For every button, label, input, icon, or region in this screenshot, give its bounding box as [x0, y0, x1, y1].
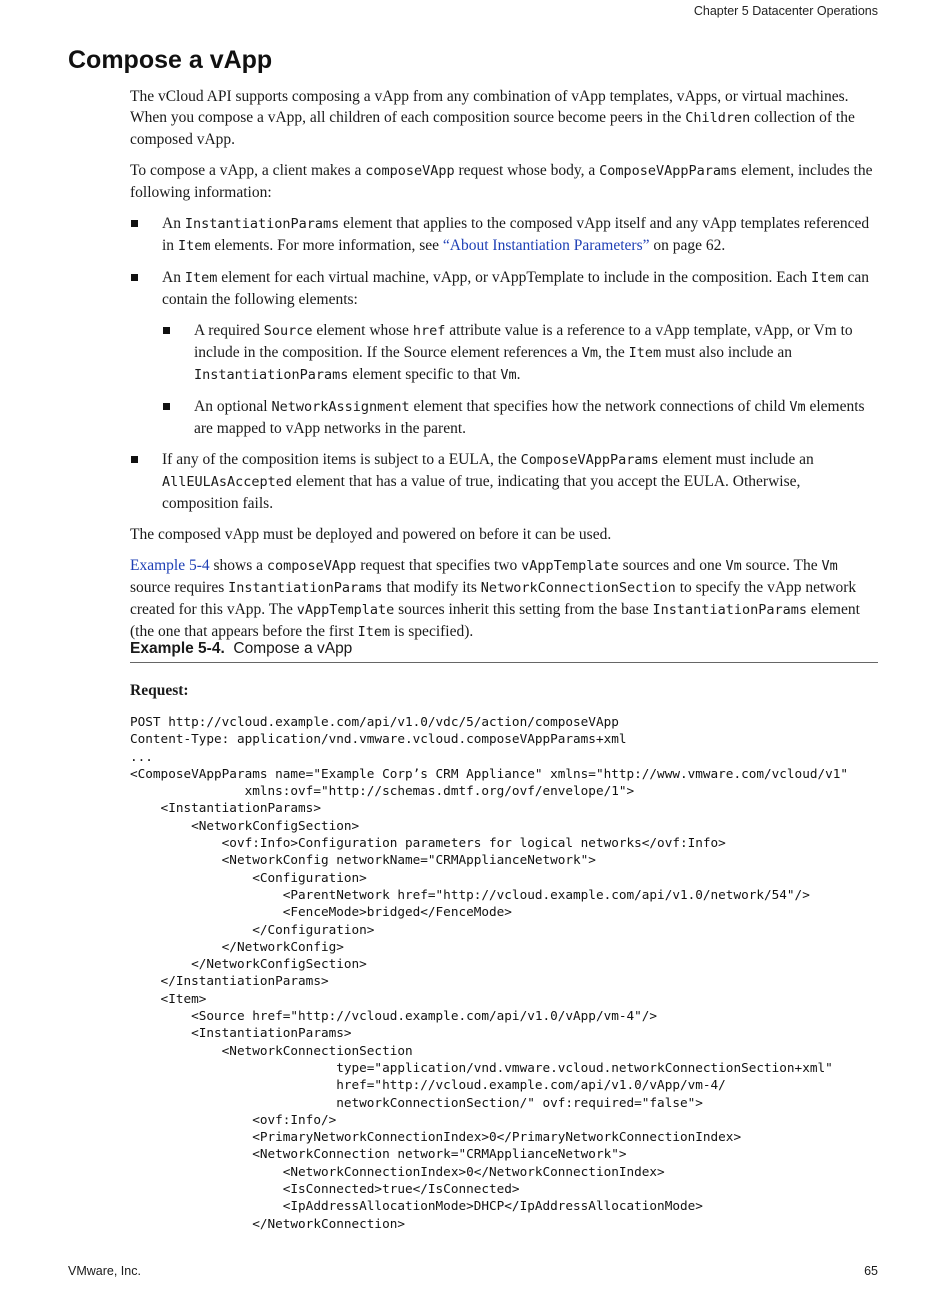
body-text [130, 86, 878, 653]
code-term: composeVApp [266, 558, 357, 574]
text-run: elements. For more information, see [210, 237, 443, 254]
list-item-eula [130, 449, 878, 514]
code-term: InstantiationParams [228, 580, 383, 596]
code-term: Vm [581, 345, 599, 361]
code-term: Item [357, 624, 391, 640]
text-run: element for each virtual machine, vApp, or vAppTemplate to include in the composition. Each [217, 269, 812, 286]
compose-request-paragraph [130, 160, 878, 203]
code-term: Source [263, 323, 313, 339]
example-intro-paragraph [130, 555, 878, 643]
code-term: InstantiationParams [184, 216, 340, 232]
section-title: Compose a vApp [68, 46, 273, 74]
code-term: InstantiationParams [194, 367, 349, 383]
code-term: Vm [500, 367, 517, 383]
text-run: element, includes the following information: [130, 162, 873, 201]
code-term: Item [184, 270, 218, 286]
text-run: , the [598, 344, 629, 361]
code-term: Item [811, 270, 844, 286]
example-title: Compose a vApp [233, 640, 353, 657]
code-term: Item [628, 345, 662, 361]
text-run: . [516, 366, 521, 383]
example-label: Example 5-4. [130, 640, 225, 657]
text-run: elements are mapped to vApp networks in the parent. [194, 398, 865, 437]
text-run: An [162, 215, 185, 232]
footer-company: VMware, Inc. [68, 1264, 141, 1278]
request-heading: Request: [130, 682, 189, 699]
text-run: sources and one [618, 557, 726, 574]
text-run: source. The [741, 557, 822, 574]
code-term: NetworkConnectionSection [480, 580, 676, 596]
item-sub-list [162, 320, 878, 439]
deploy-note-paragraph: The composed vApp must be deployed and powered on before it can be used. [130, 526, 612, 543]
code-term: vAppTemplate [296, 602, 395, 618]
code-listing: POST http://vcloud.example.com/api/v1.0/vdc/5/action/composeVApp Content-Type: application/vnd.vmware.vcloud.composeVAppParams+xml ... <ComposeVAppParams name="Example Corp’s CRM Appliance" xmlns="http://www.vmware.com/vcloud/v1" xmlns:ovf="http://schemas.dmtf.org/ovf/envelope/1"> <InstantiationParams> <NetworkConfigSection> <ovf:Info>Configuration parameters for logical networks</ovf:Info> <NetworkConfig networkName="CRMApplianceNetwork"> <Configuration> <ParentNetwork href="http://vcloud.example.com/api/v1.0/network/54"/> <FenceMode>bridged</FenceMode> </Configuration> </NetworkConfig> </NetworkConfigSection> </InstantiationParams> <Item> <Source href="http://vcloud.example.com/api/v1.0/vApp/vm-4"/> <InstantiationParams> <NetworkConnectionSection type="application/vnd.vmware.vcloud.networkConnectionSection+xml" href="http://vcloud.example.com/api/v1.0/vApp/vm-4/ networkConnectionSection/" ovf:required="false"> <ovf:Info/> <PrimaryNetworkConnectionIndex>0</PrimaryNetworkConnectionIndex> <NetworkConnection network="CRMApplianceNetwork"> <NetworkConnectionIndex>0</NetworkConnectionIndex> <IsConnected>true</IsConnected> <IpAddressAllocationMode>DHCP</IpAddressAllocationMode> </NetworkConnection> [130, 714, 849, 1231]
text-run: If any of the composition items is subject to a EULA, the [162, 451, 521, 468]
text-run: element whose [312, 322, 413, 339]
code-term: Children [685, 110, 751, 126]
instantiation-params-link[interactable]: “About Instantiation Parameters” [442, 237, 650, 254]
text-run: shows a [209, 557, 267, 574]
text-run: sources inherit this setting from the base [394, 601, 653, 618]
list-item-instantiation-params [130, 213, 878, 257]
text-run: element must include an [658, 451, 814, 468]
intro-paragraph [130, 86, 878, 150]
text-run: is specified). [390, 623, 474, 640]
example-link[interactable]: Example 5-4 [130, 557, 210, 574]
requirements-list [130, 213, 878, 514]
code-term: Vm [725, 558, 742, 574]
code-term: composeVApp [365, 163, 455, 179]
code-term: vAppTemplate [521, 558, 619, 574]
text-run: attribute value is a reference to a vApp template, vApp, or Vm to include in the composition. If the Source element references a [194, 322, 853, 361]
text-run: element that specifies how the network connections of child [409, 398, 790, 415]
text-run: An optional [194, 398, 272, 415]
code-term: Vm [821, 558, 838, 574]
code-term: ComposeVAppParams [599, 163, 738, 179]
code-term: href [412, 323, 446, 339]
text-run: element (the one that appears before the first [130, 601, 860, 640]
text-run: on page 62. [649, 237, 726, 254]
code-term: ComposeVAppParams [520, 452, 659, 468]
example-caption [130, 640, 878, 663]
running-header: Chapter 5 Datacenter Operations [693, 4, 878, 18]
page-number: 65 [864, 1264, 878, 1278]
list-item-network-assignment [162, 396, 878, 439]
text-run: that modify its [382, 579, 481, 596]
text-run: The vCloud API supports composing a vApp from any combination of vApp templates, vApps, or virtual machines. When you compose a vApp, all children of each composition source become peers in the [130, 88, 849, 126]
code-term: AllEULAsAccepted [162, 474, 293, 490]
text-run: collection of the composed vApp. [130, 109, 855, 148]
code-term: NetworkAssignment [271, 399, 410, 415]
list-item-item-element [130, 267, 878, 439]
text-run: element specific to that [348, 366, 501, 383]
text-run: element that has a value of true, indicating that you accept the EULA. Otherwise, composition fails. [162, 473, 801, 512]
text-run: request whose body, a [454, 162, 600, 179]
code-term: InstantiationParams [652, 602, 807, 618]
text-run: A required [194, 322, 264, 339]
text-run: element that applies to the composed vApp itself and any vApp templates referenced in [162, 215, 870, 254]
text-run: To compose a vApp, a client makes a [130, 162, 366, 179]
text-run: source requires [130, 579, 229, 596]
text-run: must also include an [661, 344, 792, 361]
code-term: Vm [789, 399, 806, 415]
text-run: can contain the following elements: [162, 269, 870, 308]
text-run: An [162, 269, 185, 286]
code-term: Item [177, 238, 211, 254]
text-run: request that specifies two [356, 557, 522, 574]
list-item-source [162, 320, 878, 386]
text-run: to specify the vApp network created for this vApp. The [130, 579, 857, 618]
